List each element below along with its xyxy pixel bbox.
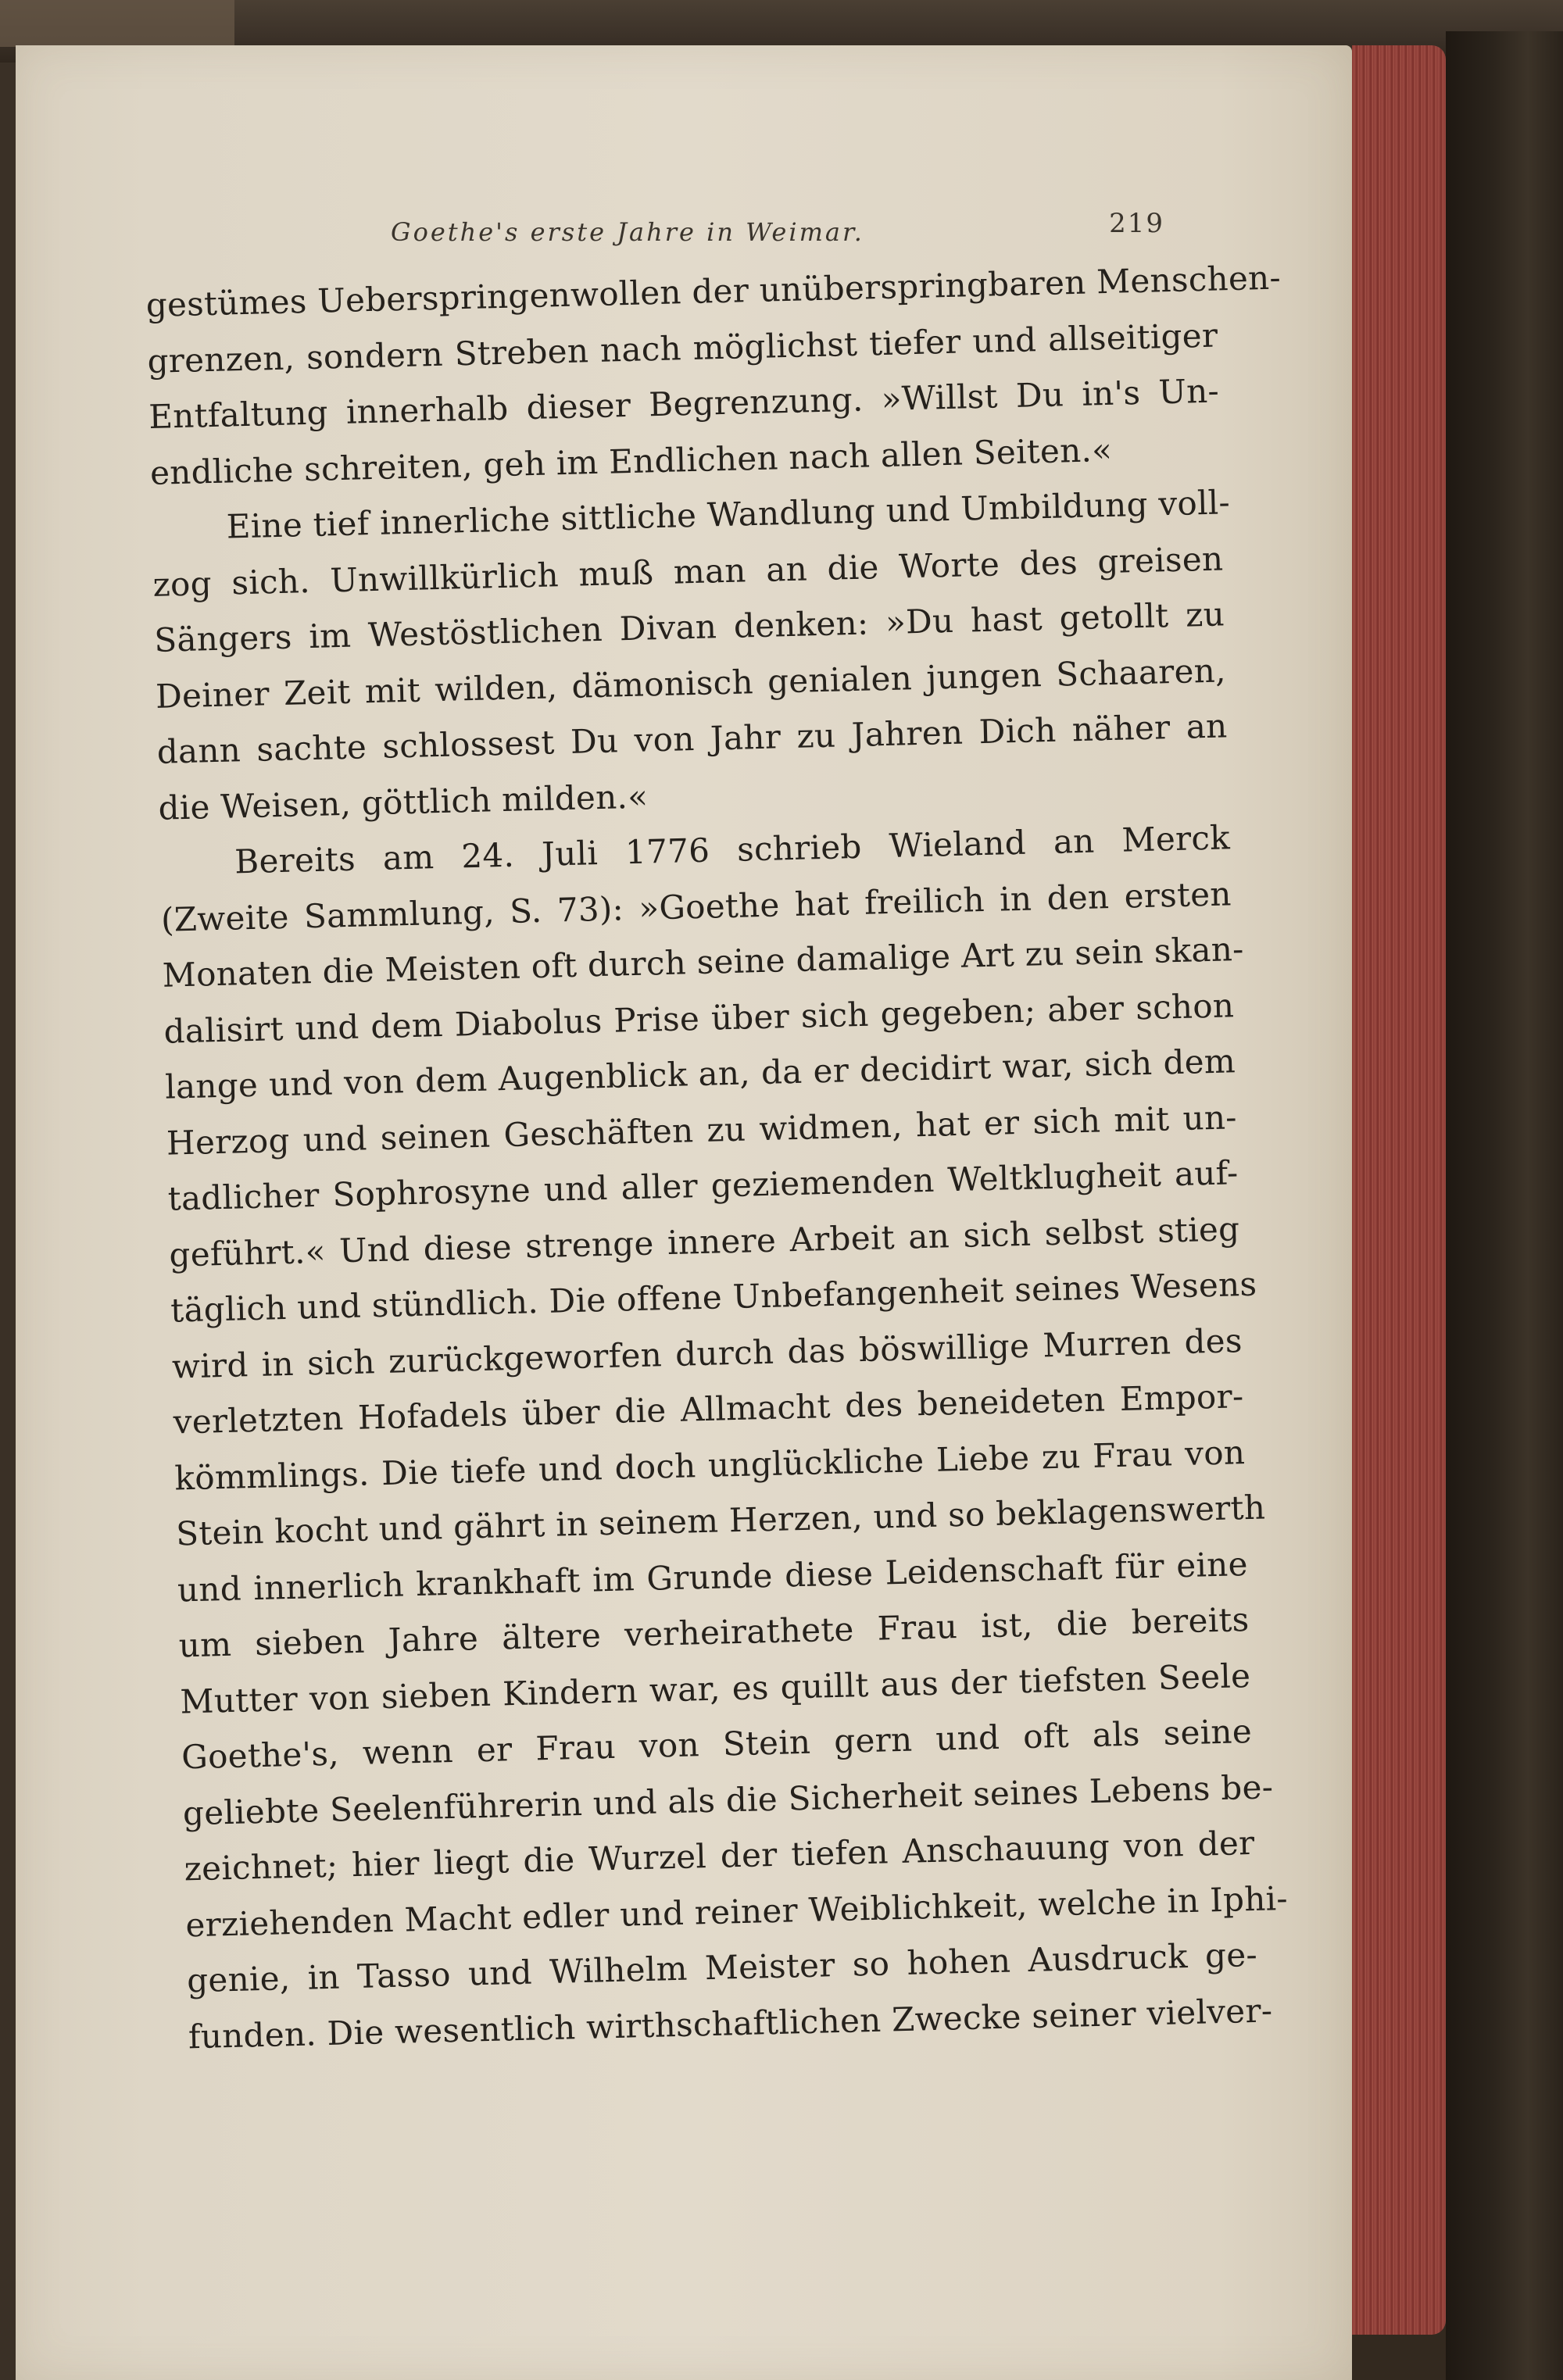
body-text — [145, 252, 1289, 2065]
text-line: zeichnet; hier liegt die Wurzel der tiefen Anschauung von der — [184, 1823, 1255, 1889]
text-line: Bereits am 24. Juli 1776 schrieb Wieland an Merck — [234, 818, 1231, 881]
text-line: dann sachte schlossest Du von Jahr zu Jahren Dich näher an — [156, 706, 1229, 771]
running-head: Goethe's erste Jahre in Weimar. — [391, 217, 864, 247]
text-line: Goethe's, wenn er Frau von Stein gern und oft als seine — [181, 1711, 1253, 1777]
text-line: (Zweite Sammlung, S. 73): »Goethe hat freilich in den ersten — [160, 874, 1232, 939]
page-number: 219 — [1109, 208, 1164, 239]
text-line: funden. Die wesentlich wirthschaftlichen Zwecke seiner vielver- — [188, 1990, 1273, 2056]
text-line: und innerlich krankhaft im Grunde diese Leidenschaft für eine — [177, 1544, 1249, 1609]
text-line: Deiner Zeit mit wilden, dämonisch genialen jungen Schaaren, — [155, 650, 1227, 716]
page-header — [344, 208, 1164, 256]
text-line: genie, in Tasso und Wilhelm Meister so hohen Ausdruck ge- — [186, 1935, 1258, 2000]
text-line: Entfaltung innerhalb dieser Begrenzung. »Willst Du in's Un- — [148, 371, 1220, 436]
text-line: lange und von dem Augenblick an, da er decidirt war, sich dem — [164, 1042, 1236, 1106]
text-line: Monaten die Meisten oft durch seine damalige Art zu sein skan- — [162, 929, 1245, 995]
text-line: grenzen, sondern Streben nach möglichst tiefer und allseitiger — [147, 316, 1218, 381]
text-line: Stein kocht und gährt in seinem Herzen, und so beklagenswerth — [175, 1488, 1266, 1553]
text-line: wird in sich zurückgeworfen durch das böswillige Murren des — [171, 1320, 1243, 1386]
book-cover-corner — [0, 0, 234, 47]
text-line: Mutter von sieben Kindern war, es quillt aus der tiefsten Seele — [179, 1656, 1251, 1721]
text-line: Herzog und seinen Geschäften zu widmen, hat er sich mit un- — [166, 1097, 1238, 1163]
text-line: kömmlings. Die tiefe und doch unglückliche Liebe zu Frau von — [173, 1432, 1246, 1498]
text-line: geführt.« Und diese strenge innere Arbeit an sich selbst stieg — [168, 1209, 1240, 1274]
book-spine-shadow — [1446, 31, 1563, 2380]
text-line: die Weisen, göttlich milden.« — [157, 776, 649, 827]
page-edges-marbled — [1352, 45, 1446, 2335]
text-line: erziehenden Macht edler und reiner Weiblichkeit, welche in Iphi- — [184, 1878, 1289, 1944]
text-line: zog sich. Unwillkürlich muß man an die Worte des greisen — [152, 538, 1224, 604]
text-line: tadlicher Sophrosyne und aller geziemenden Weltklugheit auf- — [167, 1153, 1239, 1218]
text-line: um sieben Jahre ältere verheirathete Frau ist, die bereits — [178, 1600, 1250, 1665]
text-line: dalisirt und dem Diabolus Prise über sich gegeben; aber schon — [163, 985, 1235, 1051]
text-line: geliebte Seelenführerin und als die Sicherheit seines Lebens be- — [182, 1767, 1274, 1832]
text-line: gestümes Ueberspringenwollen der unüberspringbaren Menschen- — [145, 258, 1282, 324]
text-line: Sängers im Westöstlichen Divan denken: »Du hast getollt zu — [153, 595, 1225, 659]
text-line: täglich und stündlich. Die offene Unbefangenheit seines Wesens — [170, 1264, 1257, 1330]
text-line: Eine tief innerliche sittliche Wandlung und Umbildung voll- — [226, 483, 1231, 546]
text-line: endliche schreiten, geh im Endlichen nach allen Seiten.« — [149, 430, 1113, 492]
text-line: verletzten Hofadels über die Allmacht des beneideten Empor- — [173, 1377, 1244, 1442]
